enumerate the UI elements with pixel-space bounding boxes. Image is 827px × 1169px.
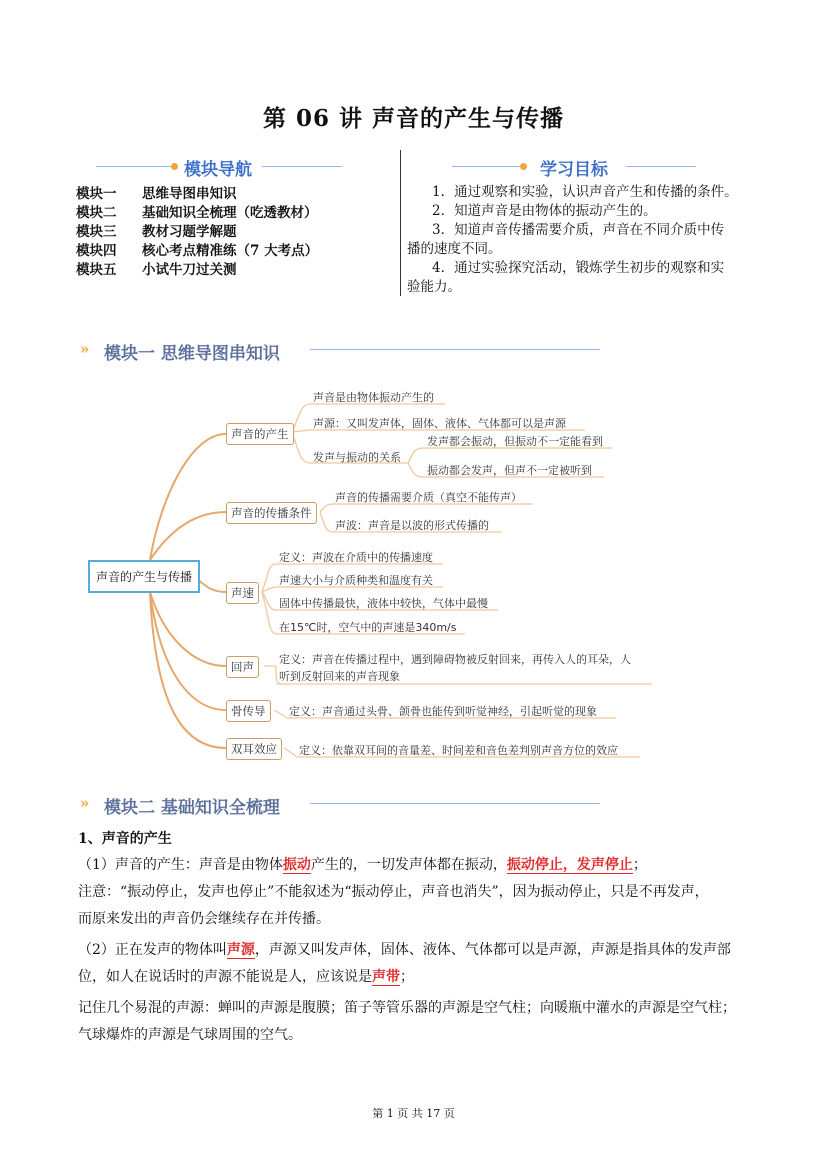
paragraph-note-line: 而原来发出的声音仍会继续存在并传播。 — [78, 911, 330, 927]
goal-line: 播的速度不同。 — [407, 241, 502, 257]
double-chevron-icon: » — [80, 340, 87, 358]
mindmap-leaf: 发声与振动的关系 — [313, 451, 401, 464]
mindmap-leaf: 声音的传播需要介质（真空不能传声） — [335, 491, 522, 504]
mindmap-leaf: 声源：又叫发声体，固体、液体、气体都可以是声源 — [313, 417, 566, 430]
goal-line: 验能力。 — [407, 279, 461, 295]
mindmap-branch-propagation: 声音的传播条件 — [226, 502, 317, 524]
goals-heading: 学习目标 — [540, 160, 608, 180]
mindmap-leaf: 声速大小与介质种类和温度有关 — [279, 574, 433, 587]
mindmap-leaf: 定义：声音在传播过程中，遇到障碍物被反射回来，再传入人的耳朵，人 — [279, 653, 631, 666]
mindmap-leaf: 听到反射回来的声音现象 — [279, 670, 400, 683]
mindmap-leaf: 声波：声音是以波的形式传播的 — [335, 519, 489, 532]
mindmap-subleaf: 发声都会振动，但振动不一定能看到 — [427, 435, 603, 448]
paragraph-sound-source-cont: 位，如人在说话时的声源不能说是人，应该说是声带； — [78, 969, 414, 985]
nav-item[interactable]: 模块一 思维导图串知识 — [76, 186, 237, 202]
mindmap-leaf: 定义：声音通过头骨、颌骨也能传到听觉神经，引起听觉的现象 — [289, 705, 597, 718]
page-footer: 第 1 页 共 17 页 — [372, 1107, 455, 1120]
nav-item[interactable]: 模块三 教材习题学解题 — [76, 224, 237, 240]
nav-heading: 模块导航 — [184, 160, 252, 180]
mindmap-branch-echo: 回声 — [226, 656, 259, 678]
nav-item[interactable]: 模块五 小试牛刀过关测 — [76, 262, 237, 278]
goal-line: 1．通过观察和实验，认识声音产生和传播的条件。 — [432, 184, 738, 200]
paragraph-mixups-line: 记住几个易混的声源：蝉叫的声源是腹膜；笛子等管乐器的声源是空气柱；向暖瓶中灌水的声源是空气柱； — [78, 1000, 736, 1016]
section-heading: 1、声音的产生 — [78, 831, 172, 847]
paragraph-sound-source: （2）正在发声的物体叫声源，声源又叫发声体，固体、液体、气体都可以是声源，声源是指具体的发声部 — [78, 942, 731, 958]
mindmap-leaf: 在15℃时，空气中的声速是340m/s — [279, 621, 457, 634]
module2-rule — [310, 803, 600, 804]
goal-line: 3．知道声音传播需要介质，声音在不同介质中传 — [432, 222, 725, 238]
module2-heading: 模块二 基础知识全梳理 — [104, 798, 280, 818]
mindmap-branch-bone-conduction: 骨传导 — [226, 700, 271, 722]
nav-item[interactable]: 模块二 基础知识全梳理（吃透教材） — [76, 205, 318, 221]
mindmap-leaf: 声音是由物体振动产生的 — [313, 391, 434, 404]
mindmap-subleaf: 振动都会发声，但声不一定被听到 — [427, 464, 592, 477]
module1-heading: 模块一 思维导图串知识 — [104, 344, 280, 364]
paragraph-note-line: 注意：“振动停止，发声也停止”不能叙述为“振动停止，声音也消失”，因为振动停止，只是不再发声， — [78, 884, 709, 900]
nav-item[interactable]: 模块四 核心考点精准练（7 大考点） — [76, 243, 319, 259]
goal-line: 4．通过实验探究活动，锻炼学生初步的观察和实 — [432, 260, 725, 276]
goal-line: 2．知道声音是由物体的振动产生的。 — [432, 203, 657, 219]
mindmap-branch-speed: 声速 — [226, 582, 259, 604]
mindmap-leaf: 固体中传播最快，液体中较快，气体中最慢 — [279, 597, 488, 610]
mindmap-branch-binaural: 双耳效应 — [226, 738, 282, 760]
double-chevron-icon: » — [80, 794, 87, 812]
mindmap-root: 声音的产生与传播 — [88, 560, 200, 593]
paragraph-sound-production: （1）声音的产生：声音是由物体振动产生的，一切发声体都在振动，振动停止，发声停止； — [78, 857, 647, 873]
mindmap-leaf: 定义：依靠双耳间的音量差、时间差和音色差判别声音方位的效应 — [299, 744, 618, 757]
page-title: 第 06 讲 声音的产生与传播 — [262, 105, 565, 132]
paragraph-mixups-line: 气球爆炸的声源是气球周围的空气。 — [78, 1027, 302, 1043]
mindmap-leaf: 定义：声波在介质中的传播速度 — [279, 551, 433, 564]
mindmap-branch-sound-production: 声音的产生 — [226, 423, 294, 445]
